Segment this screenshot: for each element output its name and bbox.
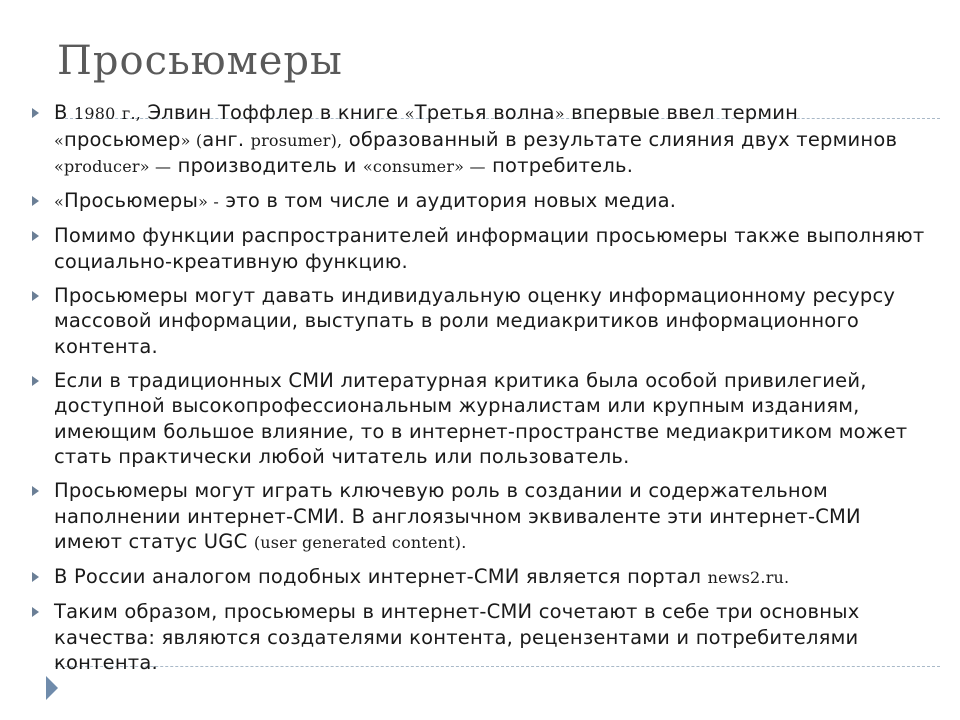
bullet-text: г., [121, 104, 142, 123]
bullet-text: это в том числе и аудитория новых медиа. [218, 189, 677, 212]
bullet-arrow-icon [32, 376, 39, 386]
bullet-text: news2.ru. [707, 568, 790, 587]
bullet-text: prosumer), [250, 130, 343, 150]
bullet-arrow-icon [32, 291, 39, 301]
bullet-arrow-icon [32, 231, 39, 241]
bullet-text: « [54, 192, 64, 211]
bullet-text: анг. [202, 127, 251, 151]
bullet-arrow-icon [32, 196, 39, 206]
bullet-text: Таким образом, просьюмеры в интернет-СМИ сочетают в себе три основных качества: являются создателями контента, рецензентами и потребителями контента. [54, 600, 860, 674]
bullet-text: В [54, 101, 74, 124]
bullet-text: Просьюмеры могут давать индивидуальную оценку информационному ресурсу массовой информации, выступать в роли медиакритиков информационного контента. [54, 283, 896, 358]
bullet-item [30, 478, 925, 556]
bullet-text: производитель и [171, 154, 363, 177]
bullet-arrow-icon [32, 607, 39, 617]
bullet-item [30, 283, 925, 360]
bullet-text: В России аналогом подобных интернет-СМИ является портал [54, 565, 708, 588]
bullet-list [30, 100, 925, 684]
bullet-text: » - [198, 192, 219, 211]
bullet-text: » ( [180, 130, 203, 150]
bullet-text: « [404, 104, 415, 123]
bullet-text: Просьюмеры [64, 189, 199, 212]
bullet-arrow-icon [32, 572, 39, 582]
bullet-item [30, 564, 925, 591]
bullet-text: «consumer» — [362, 157, 486, 176]
bullet-text: Помимо функции распространителей информации просьюмеры также выполняют социально-креативную функцию. [54, 224, 925, 273]
slide-title: Просьюмеры [57, 38, 343, 84]
bullet-text: (user generated content). [253, 533, 467, 552]
bullet-text: » [554, 104, 565, 123]
bullet-item [30, 599, 925, 676]
bullet-text: «producer» — [54, 157, 172, 176]
bullet-text: 1980 [73, 104, 116, 123]
bullet-arrow-icon [32, 486, 39, 496]
bullet-item [30, 223, 925, 274]
bullet-text: просьюмер [64, 127, 181, 151]
bullet-text: Элвин Тоффлер в книге [141, 101, 405, 124]
bullet-text: Просьюмеры могут играть ключевую роль в создании и содержательном наполнении интернет-СМИ. В англоязычном эквиваленте эти интернет-СМИ имеют статус UGC [54, 479, 861, 553]
bullet-text: Третья волна [414, 101, 555, 124]
bullet-item [30, 100, 925, 180]
bullet-item [30, 188, 925, 215]
bullet-text: « [54, 130, 64, 150]
bullet-text: образованный в результате слияния двух терминов [342, 127, 898, 151]
bullet-text: Если в традиционных СМИ литературная критика была особой привилегией, доступной высокопрофессиональным журналистам или крупным изданиям, имеющим большое влияние, то в интернет-пространстве медиакритиком может стать практически любой читатель или пользователь. [54, 368, 908, 468]
bullet-text: впервые ввел термин [564, 101, 799, 124]
bullet-item [30, 368, 925, 470]
bullet-arrow-icon [32, 108, 39, 118]
bullet-text: потребитель. [485, 154, 634, 177]
